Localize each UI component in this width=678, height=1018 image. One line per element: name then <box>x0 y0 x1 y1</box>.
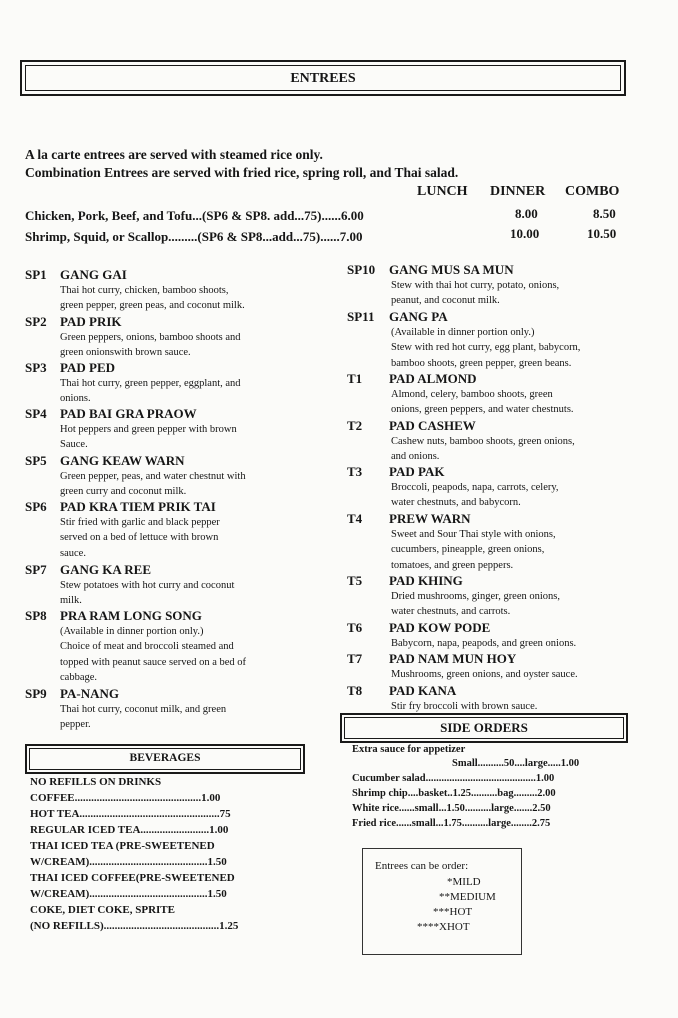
item-name: PAD PED <box>60 360 116 375</box>
spice-level-xhot: ****XHOT <box>417 921 470 933</box>
item-description: Dried mushrooms, ginger, green onions, water chestnuts, and carrots. <box>391 591 561 618</box>
price-row-chicken-label: Chicken, Pork, Beef, and Tofu...(SP6 & SP8. add...75)......6.00 <box>25 208 364 223</box>
price-row-shrimp-combo: 10.50 <box>587 226 617 241</box>
side-line: Shrimp chip....basket..1.25..........bag.........2.00 <box>352 788 556 799</box>
beverage-line: (NO REFILLS)..........................................1.25 <box>30 920 239 932</box>
beverages-title: BEVERAGES <box>29 748 301 770</box>
spice-level-mild: *MILD <box>447 876 481 888</box>
item-name: GANG KEAW WARN <box>60 453 185 468</box>
item-name: PAD KOW PODE <box>389 620 491 635</box>
item-description: Thai hot curry, green pepper, eggplant, and onions. <box>60 378 241 405</box>
beverage-line: HOT TEA...................................................75 <box>30 808 231 820</box>
item-description: Broccoli, peapods, napa, carrots, celery, water chestnuts, and babycorn. <box>391 482 559 509</box>
item-description: Hot peppers and green pepper with brown Sauce. <box>60 424 237 451</box>
item-description: Babycorn, napa, peapods, and green onions. <box>391 638 577 649</box>
price-row-chicken-combo: 8.50 <box>593 206 616 221</box>
item-code: SP11 <box>347 309 375 324</box>
item-code: SP2 <box>25 314 47 329</box>
item-name: GANG MUS SA MUN <box>389 262 514 277</box>
item-code: T8 <box>347 683 363 698</box>
item-code: SP9 <box>25 686 47 701</box>
item-name: PAD KHING <box>389 573 463 588</box>
spice-level-hot: ***HOT <box>433 906 473 918</box>
spice-level-box <box>362 848 522 955</box>
item-description: Thai hot curry, chicken, bamboo shoots, green pepper, green peas, and coconut milk. <box>60 285 245 312</box>
item-code: SP5 <box>25 453 47 468</box>
item-description: Stew potatoes with hot curry and coconut milk. <box>60 580 235 607</box>
item-code: SP6 <box>25 499 47 514</box>
beverage-line: COFFEE..............................................1.00 <box>30 792 221 804</box>
price-row-chicken-dinner: 8.00 <box>515 206 538 221</box>
entrees-title-box <box>20 60 626 96</box>
item-code: T3 <box>347 464 363 479</box>
beverage-line: COKE, DIET COKE, SPRITE <box>30 904 175 916</box>
side-line: Extra sauce for appetizer <box>352 744 466 755</box>
item-description: Stir fried with garlic and black pepper served on a bed of lettuce with brown sauce. <box>60 517 220 559</box>
side-line: Small..........50....large.....1.00 <box>452 758 580 769</box>
item-description: Sweet and Sour Thai style with onions, cucumbers, pineapple, green onions, tomatoes, and green peppers. <box>391 529 556 571</box>
item-code: SP10 <box>347 262 376 277</box>
beverage-line: REGULAR ICED TEA.........................1.00 <box>30 824 229 836</box>
side-orders-header-box <box>340 713 628 743</box>
item-name: PAD CASHEW <box>389 418 476 433</box>
intro-line-1: A la carte entrees are served with steamed rice only. <box>25 147 323 162</box>
side-line: White rice......small...1.50..........large.......2.50 <box>352 803 551 814</box>
item-code: T4 <box>347 511 363 526</box>
item-code: T2 <box>347 418 363 433</box>
item-description: Cashew nuts, bamboo shoots, green onions, and onions. <box>391 436 575 463</box>
item-name: PRA RAM LONG SONG <box>60 608 202 623</box>
side-line: Cucumber salad..........................................1.00 <box>352 773 555 784</box>
item-description: Green peppers, onions, bamboo shoots and green onionswith brown sauce. <box>60 332 241 359</box>
header-lunch: LUNCH <box>417 184 468 199</box>
page-title: ENTREES <box>25 65 621 91</box>
item-description: (Available in dinner portion only.) Stew with red hot curry, egg plant, babycorn, bamboo shoots, green pepper, green beans. <box>391 327 581 369</box>
item-name: PAD PAK <box>389 464 445 479</box>
item-code: T6 <box>347 620 363 635</box>
price-row-shrimp-dinner: 10.00 <box>510 226 540 241</box>
item-description: (Available in dinner portion only.) Choice of meat and broccoli steamed and topped with peanut sauce served on a bed of cabbage. <box>60 626 247 683</box>
item-name: PAD KANA <box>389 683 457 698</box>
item-name: PAD ALMOND <box>389 371 477 386</box>
item-name: GANG KA REE <box>60 562 152 577</box>
side-orders-title: SIDE ORDERS <box>344 717 624 739</box>
beverage-line: W/CREAM)...........................................1.50 <box>30 888 227 900</box>
side-line: Fried rice......small...1.75..........large........2.75 <box>352 818 551 829</box>
item-name: PA-NANG <box>60 686 119 701</box>
item-code: SP1 <box>25 267 47 282</box>
item-description: Green pepper, peas, and water chestnut with green curry and coconut milk. <box>60 471 246 498</box>
item-name: GANG GAI <box>60 267 127 282</box>
beverages-header-box <box>25 744 305 774</box>
intro-line-2: Combination Entrees are served with fried rice, spring roll, and Thai salad. <box>25 165 459 180</box>
item-code: T5 <box>347 573 363 588</box>
item-description: Thai hot curry, coconut milk, and green pepper. <box>60 704 227 731</box>
item-code: SP8 <box>25 608 47 623</box>
item-name: PREW WARN <box>389 511 471 526</box>
beverage-line: THAI ICED TEA (PRE-SWEETENED <box>30 840 215 852</box>
beverages-list <box>30 775 305 934</box>
spice-level-intro: Entrees can be order: <box>375 860 469 872</box>
beverage-line: NO REFILLS ON DRINKS <box>30 776 162 788</box>
item-description: Almond, celery, bamboo shoots, green onions, green peppers, and water chestnuts. <box>391 389 574 416</box>
item-code: SP7 <box>25 562 47 577</box>
item-code: T7 <box>347 651 363 666</box>
item-name: PAD PRIK <box>60 314 122 329</box>
item-name: GANG PA <box>389 309 448 324</box>
item-name: PAD NAM MUN HOY <box>389 651 517 666</box>
item-name: PAD KRA TIEM PRIK TAI <box>60 499 216 514</box>
spice-level-medium: **MEDIUM <box>439 891 496 903</box>
item-name: PAD BAI GRA PRAOW <box>60 406 197 421</box>
item-code: SP3 <box>25 360 47 375</box>
beverage-line: THAI ICED COFFEE(PRE-SWEETENED <box>30 872 235 884</box>
item-code: T1 <box>347 371 363 386</box>
item-code: SP4 <box>25 406 47 421</box>
item-description: Mushrooms, green onions, and oyster sauce. <box>391 669 578 680</box>
header-dinner: DINNER <box>490 184 546 199</box>
price-row-shrimp-label: Shrimp, Squid, or Scallop.........(SP6 & SP8...add...75)......7.00 <box>25 229 363 244</box>
item-description: Stir fry broccoli with brown sauce. <box>391 701 538 712</box>
beverage-line: W/CREAM)...........................................1.50 <box>30 856 227 868</box>
item-description: Stew with thai hot curry, potato, onions, peanut, and coconut milk. <box>391 280 560 307</box>
header-combo: COMBO <box>565 184 620 199</box>
